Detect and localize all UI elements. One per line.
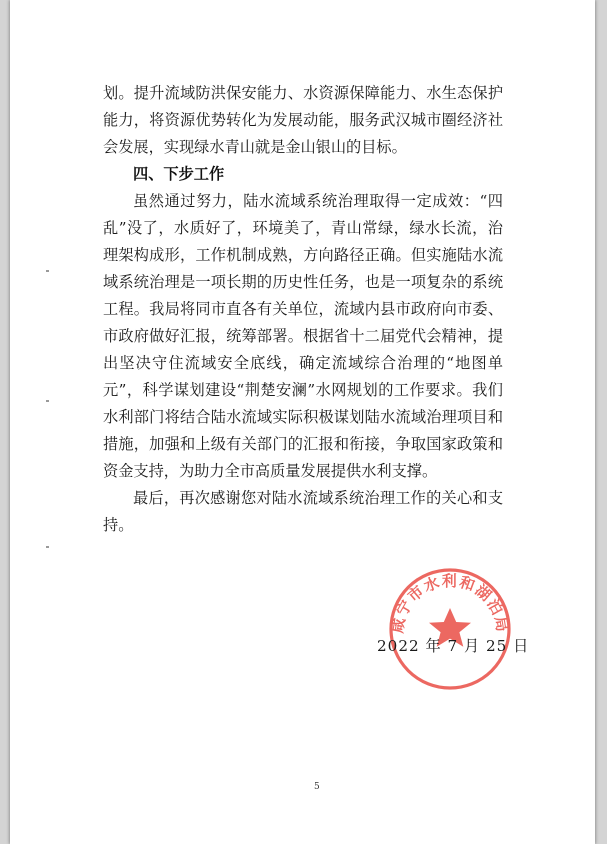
official-seal [387, 566, 513, 692]
seal-text: 咸宁市水利和湖泊局 [388, 572, 512, 635]
binding-mark [46, 270, 49, 272]
document-body [103, 80, 503, 539]
binding-mark [46, 400, 49, 402]
document-page [10, 0, 595, 844]
page-number: 5 [314, 782, 320, 792]
body-paragraph: 虽然通过努力，陆水流域系统治理取得一定成效：“四乱”没了，水质好了，环境美了，青山常绿，绿水长流，治理架构成形，工作机制成熟，方向路径正确。但实施陆水流域系统治理是一项长期的历史性任务，也是一项复杂的系统工程。我局将同市直各有关单位，流域内县市政府向市委、市政府做好汇报，统筹部署。根据省十二届党代会精神，提出坚决守住流域安全底线，确定流域综合治理的“地图单元”，科学谋划建设“荆楚安澜”水网规划的工作要求。我们水利部门将结合陆水流域实际积极谋划陆水流域治理项目和措施，加强和上级有关部门的汇报和衔接，争取国家政策和资金支持，为助力全市高质量发展提供水利支撑。 [103, 192, 503, 480]
section-heading: 四、下步工作 [133, 165, 225, 183]
closing-paragraph: 最后，再次感谢您对陆水流域系统治理工作的关心和支持。 [103, 489, 503, 534]
continued-paragraph: 划。提升流域防洪保安能力、水资源保障能力、水生态保护能力，将资源优势转化为发展动能，服务武汉城市圈经济社会发展，实现绿水青山就是金山银山的目标。 [103, 84, 503, 156]
binding-mark [46, 546, 49, 548]
signing-date: 2022 年 7 月 25 日 [377, 637, 530, 655]
